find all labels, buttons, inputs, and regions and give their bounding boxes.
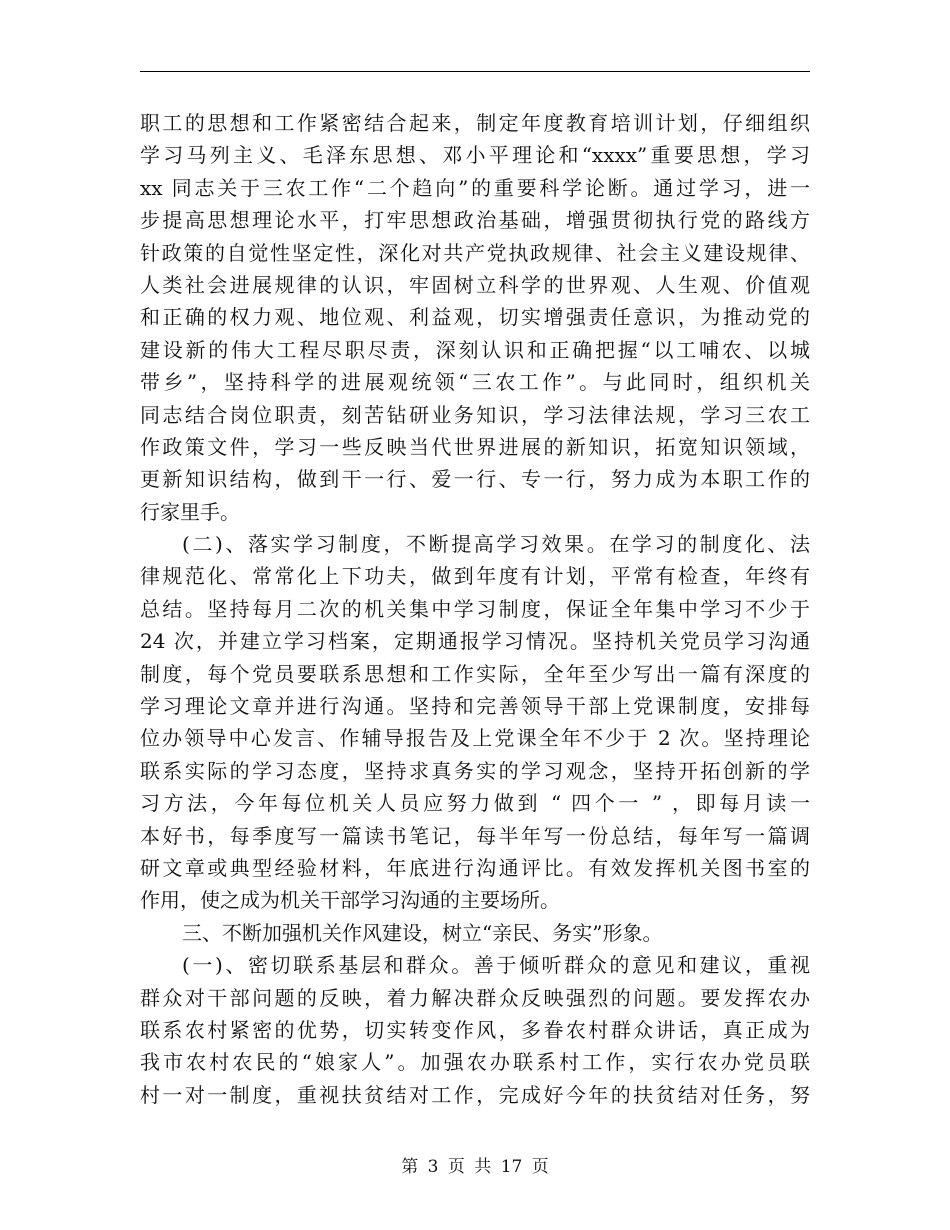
text-line: 村一对一制度，重视扶贫结对工作，完成好今年的扶贫结对任务，努 <box>140 1082 810 1107</box>
text-line: 行家里手。 <box>140 499 240 524</box>
page-number-footer: 第 3 页 共 17 页 <box>401 1157 549 1177</box>
text-line: 本好书，每季度写一篇读书笔记，每半年写一份总结，每年写一篇调 <box>140 823 810 848</box>
text-line: 制度，每个党员要联系思想和工作实际，全年至少写出一篇有深度的 <box>140 661 810 686</box>
text-line: (二)、落实学习制度，不断提高学习效果。在学习的制度化、法 <box>182 532 810 557</box>
text-line: 同志结合岗位职责，刻苦钻研业务知识，学习法律法规，学习三农工 <box>140 402 810 427</box>
text-line: xx 同志关于三农工作“二个趋向”的重要科学论断。通过学习，进一 <box>140 175 810 200</box>
text-line: (一)、密切联系基层和群众。善于倾听群众的意见和建议，重视 <box>182 953 810 978</box>
text-line: 研文章或典型经验材料，年底进行沟通评比。有效发挥机关图书室的 <box>140 855 810 880</box>
text-line: 习方法，今年每位机关人员应努力做到 “ 四个一 ” ，即每月读一 <box>140 791 810 816</box>
body-text <box>140 107 810 1111</box>
text-line: 总结。坚持每月二次的机关集中学习制度，保证全年集中学习不少于 <box>140 596 810 621</box>
text-line: 位办领导中心发言、作辅导报告及上党课全年不少于 2 次。坚持理论 <box>140 726 810 751</box>
text-line: 人类社会进展规律的认识，牢固树立科学的世界观、人生观、价值观 <box>140 272 810 297</box>
text-line: 带乡”，坚持科学的进展观统领“三农工作”。与此同时，组织机关 <box>140 370 810 395</box>
text-line: 学习马列主义、毛泽东思想、邓小平理论和“xxxx”重要思想，学习 <box>140 143 810 168</box>
text-line: 我市农村农民的“娘家人”。加强农办联系村工作，实行农办党员联 <box>140 1050 810 1075</box>
text-line: 联系农村紧密的优势，切实转变作风，多眷农村群众讲话，真正成为 <box>140 1017 810 1042</box>
text-line: 建设新的伟大工程尽职尽责，深刻认识和正确把握“以工哺农、以城 <box>140 337 810 362</box>
text-line: 作用，使之成为机关干部学习沟通的主要场所。 <box>140 888 560 913</box>
text-line: 更新知识结构，做到干一行、爱一行、专一行，努力成为本职工作的 <box>140 467 810 492</box>
text-line: 学习理论文章并进行沟通。坚持和完善领导干部上党课制度，安排每 <box>140 694 810 719</box>
section-heading: 三、不断加强机关作风建设，树立“亲民、务实”形象。 <box>182 920 663 945</box>
text-line: 作政策文件，学习一些反映当代世界进展的新知识，拓宽知识领域， <box>140 434 810 459</box>
text-line: 和正确的权力观、地位观、利益观，切实增强责任意识，为推动党的 <box>140 305 810 330</box>
text-line: 联系实际的学习态度，坚持求真务实的学习观念，坚持开拓创新的学 <box>140 758 810 783</box>
text-line: 律规范化、常常化上下功夫，做到年度有计划，平常有检查，年终有 <box>140 564 810 589</box>
text-line: 24 次，并建立学习档案，定期通报学习情况。坚持机关党员学习沟通 <box>140 629 810 654</box>
header-rule <box>140 71 810 72</box>
text-line: 职工的思想和工作紧密结合起来，制定年度教育培训计划，仔细组织 <box>140 111 810 135</box>
text-line: 步提高思想理论水平，打牢思想政治基础，增强贯彻执行党的路线方 <box>140 208 810 233</box>
text-line: 群众对干部问题的反映，着力解决群众反映强烈的问题。要发挥农办 <box>140 985 810 1010</box>
text-line: 针政策的自觉性坚定性，深化对共产党执政规律、社会主义建设规律、 <box>140 240 810 265</box>
